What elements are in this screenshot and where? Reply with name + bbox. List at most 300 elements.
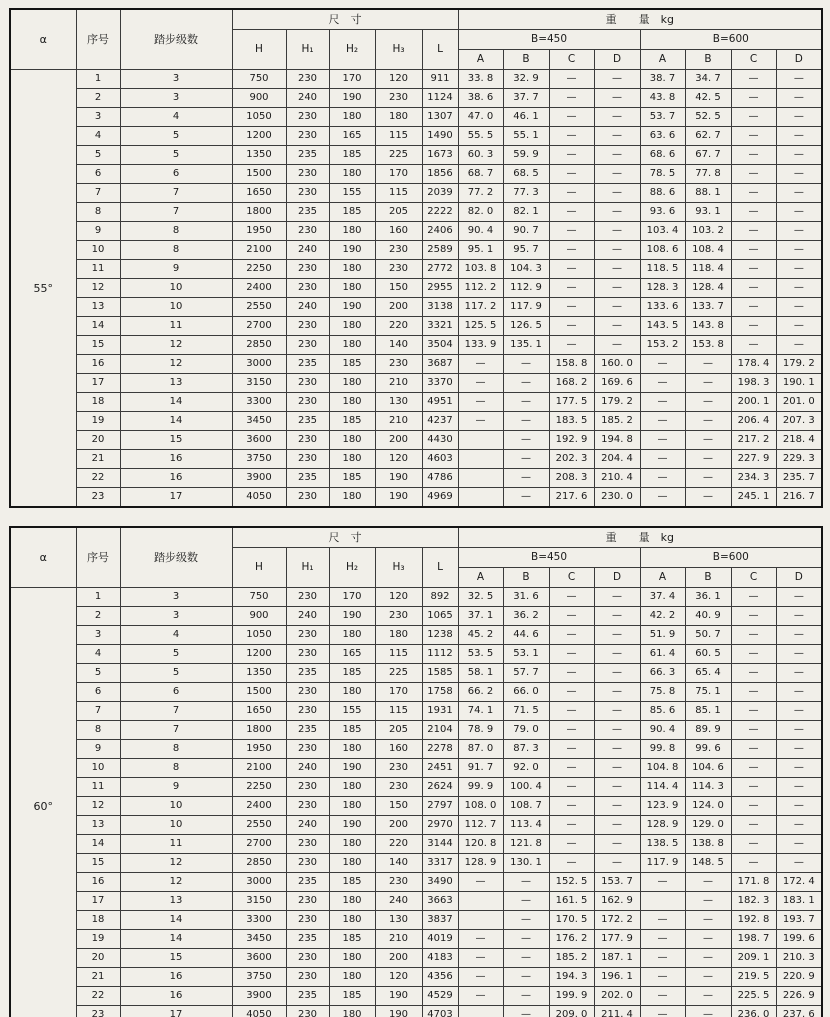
weight-cell: 179. 2 xyxy=(776,355,822,374)
weight-cell: 33. 8 xyxy=(458,70,503,89)
weight-cell: — xyxy=(549,184,594,203)
steps-cell: 7 xyxy=(120,702,232,721)
steps-cell: 16 xyxy=(120,968,232,987)
dim-cell: 1050 xyxy=(232,108,286,127)
weight-cell: 193. 7 xyxy=(776,911,822,930)
table-row xyxy=(10,165,822,184)
weight-cell: — xyxy=(594,816,640,835)
weight-cell: 75. 8 xyxy=(640,683,685,702)
dim-cell: 205 xyxy=(375,721,422,740)
weight-cell: 60. 5 xyxy=(685,645,731,664)
seq-cell: 5 xyxy=(76,664,120,683)
dim-cell: 2797 xyxy=(422,797,458,816)
table-row xyxy=(10,298,822,317)
weight-cell: 123. 9 xyxy=(640,797,685,816)
dim-cell: 1050 xyxy=(232,626,286,645)
col-header-H3: H₃ xyxy=(375,30,422,70)
weight-cell: 135. 1 xyxy=(503,336,549,355)
weight-cell: 236. 0 xyxy=(731,1006,776,1017)
weight-cell: — xyxy=(685,968,731,987)
dim-cell: 3000 xyxy=(232,873,286,892)
weight-cell: — xyxy=(731,759,776,778)
weight-cell: — xyxy=(594,797,640,816)
dim-cell: 4951 xyxy=(422,393,458,412)
dim-cell: 230 xyxy=(286,1006,329,1017)
dim-cell: 190 xyxy=(329,607,375,626)
weight-cell: — xyxy=(731,165,776,184)
weight-cell: — xyxy=(594,89,640,108)
weight-cell: — xyxy=(640,374,685,393)
weight-cell xyxy=(458,911,503,930)
table-row xyxy=(10,873,822,892)
dim-cell: 235 xyxy=(286,930,329,949)
weight-cell: — xyxy=(549,127,594,146)
weight-cell: 95. 1 xyxy=(458,241,503,260)
dim-cell: 190 xyxy=(375,987,422,1006)
table-row xyxy=(10,184,822,203)
col-header-alpha: α xyxy=(10,527,76,588)
table-row xyxy=(10,108,822,127)
seq-cell: 11 xyxy=(76,260,120,279)
weight-cell: 245. 1 xyxy=(731,488,776,508)
dim-cell: 2550 xyxy=(232,298,286,317)
weight-cell: 117. 9 xyxy=(640,854,685,873)
seq-cell: 9 xyxy=(76,222,120,241)
dim-cell: 170 xyxy=(329,588,375,607)
weight-cell: — xyxy=(731,89,776,108)
dim-cell: 750 xyxy=(232,70,286,89)
weight-cell: 74. 1 xyxy=(458,702,503,721)
col-header-b450-B: B xyxy=(503,568,549,588)
dim-cell: 1800 xyxy=(232,203,286,222)
weight-cell: 66. 0 xyxy=(503,683,549,702)
seq-cell: 20 xyxy=(76,949,120,968)
table-body-55 xyxy=(10,70,822,508)
weight-cell: — xyxy=(503,412,549,431)
weight-cell: 100. 4 xyxy=(503,778,549,797)
dim-cell: 190 xyxy=(329,298,375,317)
seq-cell: 23 xyxy=(76,488,120,508)
weight-cell: — xyxy=(731,241,776,260)
col-header-H1: H₁ xyxy=(286,548,329,588)
weight-cell: — xyxy=(640,450,685,469)
weight-cell: — xyxy=(776,588,822,607)
weight-cell: — xyxy=(594,740,640,759)
weight-cell: — xyxy=(549,588,594,607)
weight-cell: 42. 2 xyxy=(640,607,685,626)
weight-cell: 104. 6 xyxy=(685,759,731,778)
weight-cell: 85. 1 xyxy=(685,702,731,721)
weight-cell: — xyxy=(594,260,640,279)
weight-cell: — xyxy=(640,930,685,949)
weight-cell xyxy=(640,892,685,911)
weight-cell: — xyxy=(549,317,594,336)
seq-cell: 21 xyxy=(76,450,120,469)
dim-cell: 240 xyxy=(286,298,329,317)
weight-cell: 103. 8 xyxy=(458,260,503,279)
dim-cell: 3490 xyxy=(422,873,458,892)
weight-cell: 192. 9 xyxy=(549,431,594,450)
dim-cell: 185 xyxy=(329,987,375,1006)
table-row xyxy=(10,469,822,488)
dim-cell: 235 xyxy=(286,146,329,165)
table-row xyxy=(10,279,822,298)
weight-cell: — xyxy=(458,374,503,393)
weight-cell: 68. 7 xyxy=(458,165,503,184)
weight-cell: 200. 1 xyxy=(731,393,776,412)
dim-cell: 2700 xyxy=(232,317,286,336)
weight-cell: 230. 0 xyxy=(594,488,640,508)
weight-cell: 196. 1 xyxy=(594,968,640,987)
weight-cell: — xyxy=(640,355,685,374)
weight-cell: — xyxy=(685,1006,731,1017)
weight-cell: 42. 5 xyxy=(685,89,731,108)
dim-cell: 3300 xyxy=(232,393,286,412)
weight-cell: — xyxy=(776,702,822,721)
dim-cell: 1200 xyxy=(232,645,286,664)
weight-cell: 220. 9 xyxy=(776,968,822,987)
col-group-b450: B=450 xyxy=(458,548,640,568)
weight-cell: — xyxy=(776,108,822,127)
dim-cell: 2406 xyxy=(422,222,458,241)
dim-cell: 180 xyxy=(329,488,375,508)
weight-cell: — xyxy=(776,127,822,146)
weight-cell xyxy=(458,488,503,508)
dim-cell: 3600 xyxy=(232,949,286,968)
weight-cell: 217. 6 xyxy=(549,488,594,508)
dim-cell: 230 xyxy=(375,241,422,260)
weight-cell: — xyxy=(503,968,549,987)
dim-cell: 225 xyxy=(375,146,422,165)
weight-cell: — xyxy=(731,797,776,816)
weight-cell: 77. 8 xyxy=(685,165,731,184)
weight-cell: — xyxy=(549,683,594,702)
seq-cell: 5 xyxy=(76,146,120,165)
weight-cell: 162. 9 xyxy=(594,892,640,911)
weight-cell: — xyxy=(731,222,776,241)
col-header-b450-D: D xyxy=(594,568,640,588)
dim-cell: 180 xyxy=(329,683,375,702)
weight-cell: — xyxy=(640,968,685,987)
seq-cell: 7 xyxy=(76,702,120,721)
weight-cell: 117. 2 xyxy=(458,298,503,317)
dim-cell: 230 xyxy=(286,336,329,355)
weight-cell: — xyxy=(776,778,822,797)
col-header-H: H xyxy=(232,548,286,588)
seq-cell: 10 xyxy=(76,241,120,260)
weight-cell: 71. 5 xyxy=(503,702,549,721)
weight-cell: — xyxy=(731,317,776,336)
dim-cell: 1350 xyxy=(232,146,286,165)
dim-cell: 160 xyxy=(375,740,422,759)
table-row xyxy=(10,835,822,854)
dim-cell: 150 xyxy=(375,797,422,816)
seq-cell: 1 xyxy=(76,588,120,607)
steps-cell: 7 xyxy=(120,184,232,203)
weight-cell: 82. 1 xyxy=(503,203,549,222)
dim-cell: 180 xyxy=(329,626,375,645)
weight-cell: — xyxy=(503,987,549,1006)
weight-cell: 194. 3 xyxy=(549,968,594,987)
steps-cell: 16 xyxy=(120,469,232,488)
seq-cell: 18 xyxy=(76,911,120,930)
col-header-alpha: α xyxy=(10,9,76,70)
weight-cell: — xyxy=(640,949,685,968)
weight-cell: 208. 3 xyxy=(549,469,594,488)
dim-cell: 230 xyxy=(286,222,329,241)
weight-cell: 177. 9 xyxy=(594,930,640,949)
weight-cell: 38. 6 xyxy=(458,89,503,108)
weight-cell: — xyxy=(594,835,640,854)
weight-cell: 58. 1 xyxy=(458,664,503,683)
dim-cell: 230 xyxy=(286,797,329,816)
weight-cell: 34. 7 xyxy=(685,70,731,89)
steps-cell: 17 xyxy=(120,488,232,508)
weight-cell: 112. 9 xyxy=(503,279,549,298)
seq-cell: 3 xyxy=(76,626,120,645)
weight-cell: 99. 9 xyxy=(458,778,503,797)
weight-cell: 68. 6 xyxy=(640,146,685,165)
weight-cell: — xyxy=(685,431,731,450)
weight-cell: — xyxy=(640,987,685,1006)
weight-cell xyxy=(458,450,503,469)
weight-cell: 89. 9 xyxy=(685,721,731,740)
col-header-b600-B: B xyxy=(685,568,731,588)
weight-cell: — xyxy=(594,279,640,298)
col-header-b450-A: A xyxy=(458,568,503,588)
dim-cell: 3321 xyxy=(422,317,458,336)
weight-cell: — xyxy=(776,70,822,89)
alpha-value: 60° xyxy=(10,588,76,1017)
col-header-seq: 序号 xyxy=(76,527,120,588)
steps-cell: 6 xyxy=(120,683,232,702)
weight-cell: 104. 8 xyxy=(640,759,685,778)
dim-cell: 120 xyxy=(375,70,422,89)
weight-cell: 99. 8 xyxy=(640,740,685,759)
dim-cell: 230 xyxy=(286,127,329,146)
dim-cell: 200 xyxy=(375,816,422,835)
dim-cell: 3317 xyxy=(422,854,458,873)
weight-cell: 108. 7 xyxy=(503,797,549,816)
steps-cell: 13 xyxy=(120,374,232,393)
dim-cell: 1065 xyxy=(422,607,458,626)
weight-cell: — xyxy=(594,759,640,778)
weight-cell: 68. 5 xyxy=(503,165,549,184)
weight-cell: 46. 1 xyxy=(503,108,549,127)
col-header-seq: 序号 xyxy=(76,9,120,70)
weight-cell xyxy=(458,431,503,450)
seq-cell: 23 xyxy=(76,1006,120,1017)
weight-cell: — xyxy=(549,89,594,108)
dim-cell: 180 xyxy=(329,911,375,930)
weight-cell: 185. 2 xyxy=(594,412,640,431)
weight-cell: 90. 4 xyxy=(640,721,685,740)
weight-cell: — xyxy=(549,607,594,626)
weight-cell: 210. 3 xyxy=(776,949,822,968)
col-header-H: H xyxy=(232,30,286,70)
weight-cell: — xyxy=(776,89,822,108)
weight-cell: — xyxy=(594,683,640,702)
dim-cell: 170 xyxy=(375,683,422,702)
steps-cell: 6 xyxy=(120,165,232,184)
weight-cell: — xyxy=(503,911,549,930)
steps-cell: 10 xyxy=(120,279,232,298)
dim-cell: 4356 xyxy=(422,968,458,987)
seq-cell: 13 xyxy=(76,816,120,835)
weight-cell: 152. 5 xyxy=(549,873,594,892)
dim-cell: 4703 xyxy=(422,1006,458,1017)
steps-cell: 8 xyxy=(120,222,232,241)
weight-cell: 87. 0 xyxy=(458,740,503,759)
dim-cell: 230 xyxy=(286,626,329,645)
weight-cell: — xyxy=(731,740,776,759)
weight-cell: 103. 4 xyxy=(640,222,685,241)
weight-cell: — xyxy=(594,645,640,664)
seq-cell: 20 xyxy=(76,431,120,450)
weight-cell: — xyxy=(640,412,685,431)
dim-cell: 225 xyxy=(375,664,422,683)
weight-cell: 133. 6 xyxy=(640,298,685,317)
dim-cell: 230 xyxy=(286,683,329,702)
table-row xyxy=(10,588,822,607)
steps-cell: 15 xyxy=(120,431,232,450)
weight-cell: 182. 3 xyxy=(731,892,776,911)
weight-cell: 51. 9 xyxy=(640,626,685,645)
weight-cell: — xyxy=(594,127,640,146)
weight-cell: — xyxy=(731,702,776,721)
table-row xyxy=(10,70,822,89)
weight-cell: — xyxy=(594,607,640,626)
weight-cell: 37. 1 xyxy=(458,607,503,626)
dim-cell: 185 xyxy=(329,873,375,892)
weight-cell: — xyxy=(549,626,594,645)
dim-cell: 185 xyxy=(329,721,375,740)
weight-cell: 172. 2 xyxy=(594,911,640,930)
dim-cell: 180 xyxy=(329,1006,375,1017)
dim-cell: 235 xyxy=(286,469,329,488)
dim-cell: 230 xyxy=(286,968,329,987)
steps-cell: 14 xyxy=(120,412,232,431)
weight-cell: — xyxy=(776,165,822,184)
weight-cell: — xyxy=(594,184,640,203)
dim-cell: 230 xyxy=(286,949,329,968)
dim-cell: 3150 xyxy=(232,374,286,393)
dim-cell: 240 xyxy=(286,759,329,778)
weight-cell: — xyxy=(731,70,776,89)
weight-cell: 198. 7 xyxy=(731,930,776,949)
dim-cell: 210 xyxy=(375,930,422,949)
dim-cell: 150 xyxy=(375,279,422,298)
weight-cell: 172. 4 xyxy=(776,873,822,892)
weight-cell: — xyxy=(594,778,640,797)
steps-cell: 12 xyxy=(120,854,232,873)
weight-cell: — xyxy=(731,664,776,683)
dim-cell: 2624 xyxy=(422,778,458,797)
steps-cell: 9 xyxy=(120,778,232,797)
seq-cell: 2 xyxy=(76,607,120,626)
weight-cell: — xyxy=(503,488,549,508)
weight-cell: — xyxy=(776,816,822,835)
weight-cell: — xyxy=(549,778,594,797)
col-group-dimensions: 尺 寸 xyxy=(232,9,458,30)
weight-cell: — xyxy=(776,203,822,222)
col-header-b600-C: C xyxy=(731,568,776,588)
weight-cell: — xyxy=(640,469,685,488)
steps-cell: 8 xyxy=(120,241,232,260)
dim-cell: 200 xyxy=(375,949,422,968)
weight-cell: — xyxy=(594,146,640,165)
weight-cell: 108. 4 xyxy=(685,241,731,260)
seq-cell: 17 xyxy=(76,892,120,911)
weight-cell: 93. 1 xyxy=(685,203,731,222)
weight-cell: 90. 7 xyxy=(503,222,549,241)
weight-cell: — xyxy=(549,298,594,317)
col-header-H2: H₂ xyxy=(329,30,375,70)
steps-cell: 16 xyxy=(120,987,232,1006)
weight-cell: — xyxy=(731,336,776,355)
weight-cell: 93. 6 xyxy=(640,203,685,222)
dim-cell: 155 xyxy=(329,702,375,721)
weight-cell: — xyxy=(731,203,776,222)
weight-cell: — xyxy=(594,336,640,355)
weight-cell: 38. 7 xyxy=(640,70,685,89)
seq-cell: 15 xyxy=(76,336,120,355)
weight-cell: 112. 7 xyxy=(458,816,503,835)
dim-cell: 230 xyxy=(375,778,422,797)
weight-cell: 211. 4 xyxy=(594,1006,640,1017)
table-row xyxy=(10,664,822,683)
weight-cell: — xyxy=(503,949,549,968)
seq-cell: 14 xyxy=(76,835,120,854)
weight-cell: 153. 8 xyxy=(685,336,731,355)
weight-cell: 32. 9 xyxy=(503,70,549,89)
dim-cell: 190 xyxy=(375,488,422,508)
weight-cell: — xyxy=(731,721,776,740)
dim-cell: 230 xyxy=(286,260,329,279)
weight-cell: — xyxy=(549,203,594,222)
dim-cell: 180 xyxy=(329,393,375,412)
dim-cell: 220 xyxy=(375,835,422,854)
weight-cell: — xyxy=(776,740,822,759)
dim-cell: 235 xyxy=(286,664,329,683)
table-row xyxy=(10,778,822,797)
weight-cell: — xyxy=(594,222,640,241)
dim-cell: 4603 xyxy=(422,450,458,469)
dim-cell: 3900 xyxy=(232,469,286,488)
weight-cell: 183. 5 xyxy=(549,412,594,431)
steps-cell: 10 xyxy=(120,797,232,816)
table-row xyxy=(10,930,822,949)
seq-cell: 21 xyxy=(76,968,120,987)
steps-cell: 10 xyxy=(120,298,232,317)
weight-cell: — xyxy=(458,930,503,949)
dim-cell: 3504 xyxy=(422,336,458,355)
dim-cell: 230 xyxy=(286,892,329,911)
table-row xyxy=(10,393,822,412)
table-row xyxy=(10,374,822,393)
weight-cell: — xyxy=(640,393,685,412)
dim-cell: 200 xyxy=(375,298,422,317)
dim-cell: 1800 xyxy=(232,721,286,740)
dim-cell: 240 xyxy=(286,89,329,108)
dim-cell: 4237 xyxy=(422,412,458,431)
seq-cell: 14 xyxy=(76,317,120,336)
dim-cell: 170 xyxy=(375,165,422,184)
weight-cell: 179. 2 xyxy=(594,393,640,412)
dim-cell: 2400 xyxy=(232,797,286,816)
weight-cell: — xyxy=(549,721,594,740)
weight-cell: — xyxy=(594,317,640,336)
